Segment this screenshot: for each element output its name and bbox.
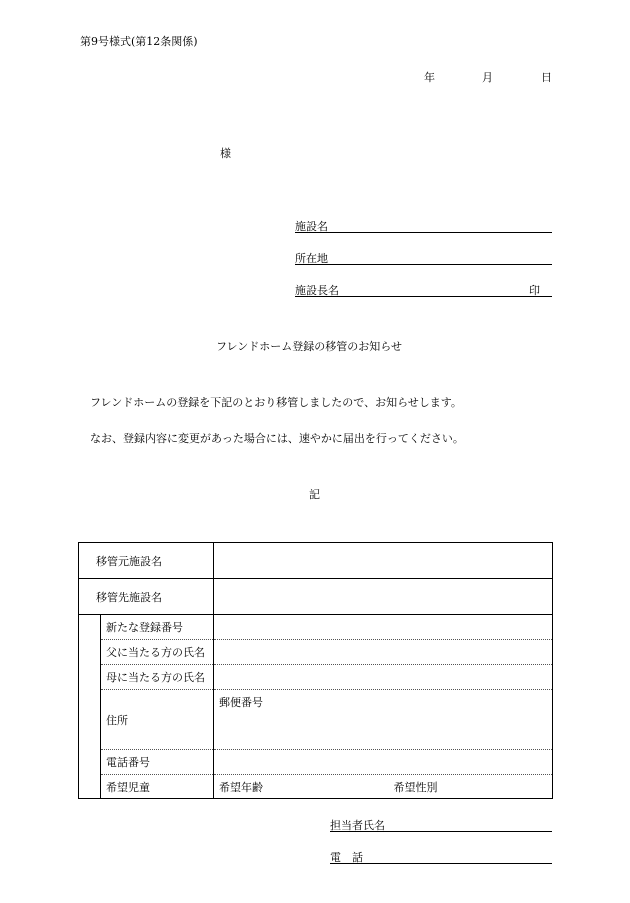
body-line-2: なお、登録内容に変更があった場合には、速やかに届出を行ってください。 — [90, 432, 464, 445]
body-line-1: フレンドホームの登録を下記のとおり移管しましたので、お知らせします。 — [90, 396, 462, 409]
dest-facility-label: 移管先施設名 — [79, 579, 214, 615]
table-indent — [79, 615, 101, 799]
ki-label: 記 — [309, 488, 320, 501]
date-month: 月 — [482, 71, 493, 84]
mother-name-label: 母に当たる方の氏名 — [101, 665, 214, 690]
new-reg-number-label: 新たな登録番号 — [101, 615, 214, 640]
date-day: 日 — [541, 71, 552, 84]
father-name-label: 父に当たる方の氏名 — [101, 640, 214, 665]
desired-child-label: 希望児童 — [101, 775, 214, 799]
father-name-value[interactable] — [214, 640, 553, 665]
desired-child-value[interactable] — [214, 775, 553, 799]
director-label: 施設長名 — [295, 284, 339, 297]
addressee-suffix: 様 — [220, 147, 231, 160]
desired-gender-label: 希望性別 — [393, 780, 438, 794]
postal-code-label: 郵便番号 — [219, 696, 263, 709]
address-line[interactable] — [295, 264, 552, 265]
dest-facility-value[interactable] — [214, 579, 553, 615]
mother-name-value[interactable] — [214, 665, 553, 690]
seal-label: 印 — [529, 284, 540, 297]
source-facility-value[interactable] — [214, 543, 553, 579]
director-line[interactable] — [295, 296, 552, 297]
contact-phone-label: 電 話 — [330, 851, 363, 864]
contact-person-label: 担当者氏名 — [330, 819, 385, 832]
phone-row-value[interactable] — [214, 750, 553, 775]
address-row-label: 住所 — [101, 690, 214, 750]
facility-name-line[interactable] — [295, 232, 552, 233]
transfer-table — [78, 542, 553, 799]
date-year: 年 — [424, 71, 435, 84]
contact-phone-line[interactable] — [330, 863, 552, 864]
source-facility-label: 移管元施設名 — [79, 543, 214, 579]
form-id: 第9号様式(第12条関係) — [80, 35, 198, 48]
contact-person-line[interactable] — [330, 831, 552, 832]
address-row-value[interactable] — [214, 690, 553, 750]
new-reg-number-value[interactable] — [214, 615, 553, 640]
desired-age-label: 希望年齢 — [219, 780, 263, 794]
facility-name-label: 施設名 — [295, 220, 328, 233]
document-title: フレンドホーム登録の移管のお知らせ — [216, 340, 402, 353]
phone-row-label: 電話番号 — [101, 750, 214, 775]
address-label: 所在地 — [295, 252, 328, 265]
